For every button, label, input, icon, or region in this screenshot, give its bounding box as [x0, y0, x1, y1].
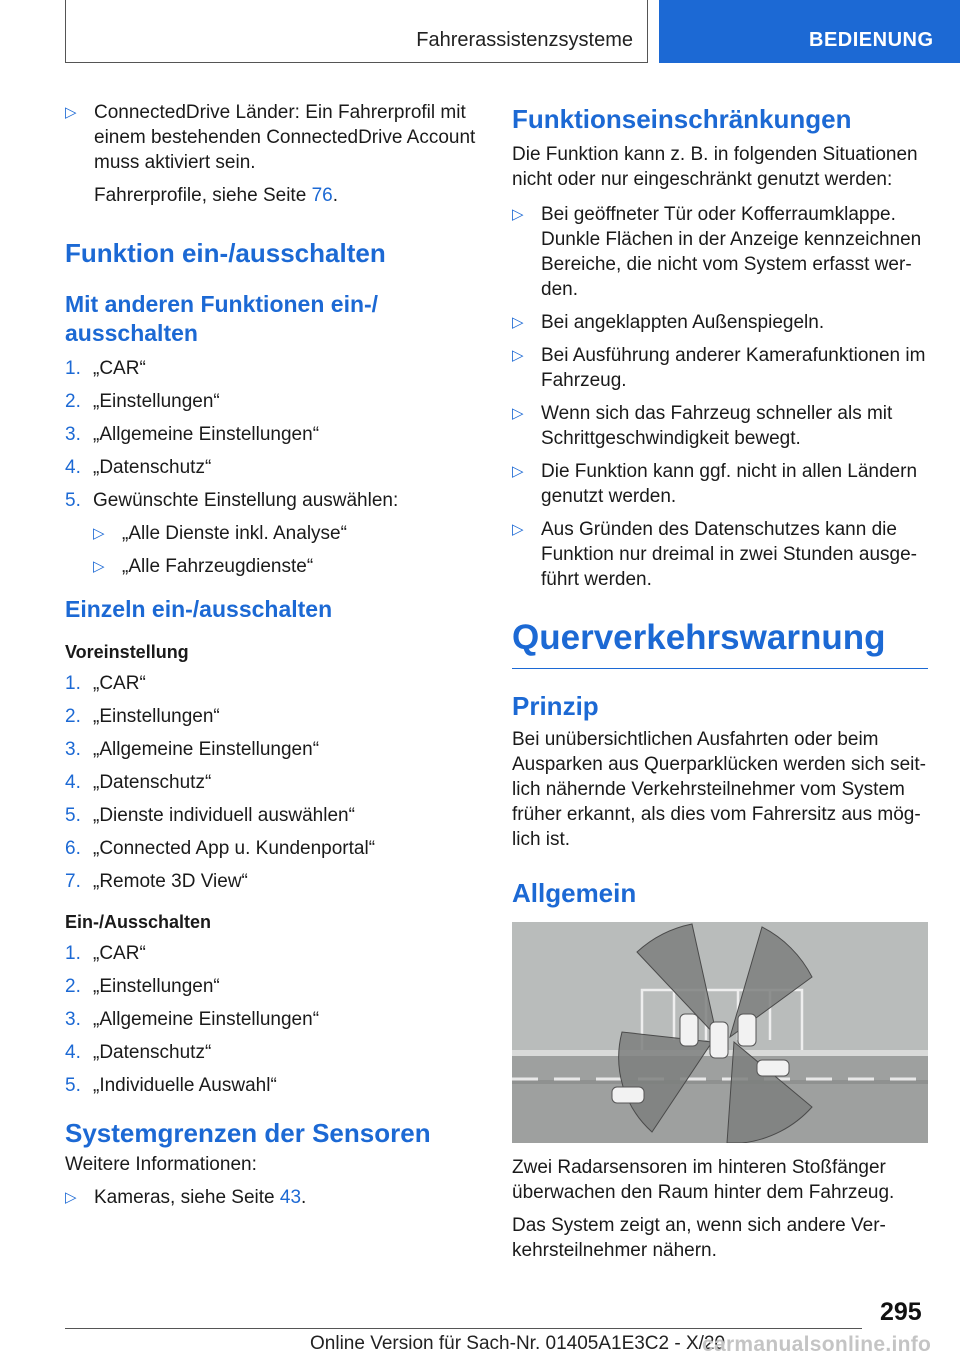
header-chapter-title: BEDIENUNG [809, 29, 934, 51]
list-item: ▷ „Alle Fahrzeugdienste“ [93, 556, 314, 577]
list-item: 1. „CAR“ [65, 673, 146, 694]
list-item: ▷ Wenn sich das Fahrzeug schneller als mit Schrittgeschwindigkeit bewegt. [512, 403, 893, 449]
bullet-triangle-icon: ▷ [512, 314, 524, 331]
bullet-triangle-icon: ▷ [512, 463, 524, 480]
list-item: 2. „Einstellungen“ [65, 391, 220, 412]
page-link[interactable]: 43 [279, 1187, 302, 1208]
page-number: 295 [880, 1298, 922, 1326]
illustration-caption: Zwei Radarsensoren im hinteren Stoßfänger überwachen den Raum hinter dem Fahrzeug. [512, 1157, 895, 1203]
header-section-title: Fahrerassistenzsysteme [416, 29, 633, 51]
list-item: 7. „Remote 3D View“ [65, 871, 248, 892]
list-item: 2. „Einstellungen“ [65, 706, 220, 727]
list-item: 5. „Individuelle Auswahl“ [65, 1075, 277, 1096]
heading-restrictions: Funktionseinschränkungen [512, 104, 852, 134]
right-column [512, 100, 928, 1271]
system-info-text: Das System zeigt an, wenn sich andere Verkehrsteilnehmer nähern. [512, 1215, 886, 1261]
list-item: 4. „Datenschutz“ [65, 772, 212, 793]
list-item: 3. „Allgemeine Einstellungen“ [65, 739, 320, 760]
steps-preset [65, 671, 480, 894]
limits-intro: Weitere Informationen: [65, 1154, 257, 1175]
steps-with-others [65, 356, 480, 579]
list-item: 3. „Allgemeine Einstellungen“ [65, 1009, 320, 1030]
bullet-triangle-icon: ▷ [512, 405, 524, 422]
footer-online-version: Online Version für Sach-Nr. 01405A1E3C2 - X/20 [310, 1333, 726, 1354]
list-item: ▷ Bei geöffneter Tür oder Kofferraumklappe. Dunkle Flächen in der Anzeige kennzeichnen Bereiche, die nicht vom System erfasst werden. [512, 204, 922, 300]
list-item: 1. „CAR“ [65, 358, 146, 379]
list-item: 4. „Datenschutz“ [65, 457, 212, 478]
intro-bullet-text: ConnectedDrive Länder: Ein Fahrerprofil mit einem bestehenden ConnectedDrive Account muss aktiviert sein. [94, 102, 476, 173]
principle-text: Bei unübersichtlichen Ausfahrten oder beim Ausparken aus Querparklücken werden sich seitlich nähernde Verkehrsteilnehmer vom System früher erkannt, als dies vom Fahrersitz aus möglich ist. [512, 729, 926, 850]
bullet-triangle-icon: ▷ [65, 1189, 77, 1206]
list-item: ▷ Die Funktion kann ggf. nicht in allen Ländern genutzt werden. [512, 461, 918, 507]
list-item: 5. „Dienste individuell auswählen“ [65, 805, 355, 826]
list-item: ▷ Bei Ausführung anderer Kamerafunktionen im Fahrzeug. [512, 345, 926, 391]
bullet-triangle-icon: ▷ [65, 104, 77, 121]
list-item: 1. „CAR“ [65, 943, 146, 964]
list-item: 4. „Datenschutz“ [65, 1042, 212, 1063]
steps-onoff [65, 941, 480, 1098]
heading-preset: Voreinstellung [65, 642, 189, 662]
cross-reference: Kameras, siehe Seite 43. [94, 1187, 307, 1208]
bullet-triangle-icon: ▷ [93, 558, 105, 575]
list-item: 3. „Allgemeine Einstellungen“ [65, 424, 320, 445]
heading-cross-traffic-alert: Querverkehrswarnung [512, 616, 928, 669]
list-item: 6. „Connected App u. Kundenportal“ [65, 838, 376, 859]
header-chapter-tab [659, 0, 960, 63]
list-item [65, 100, 480, 175]
heading-single: Einzeln ein-/ausschalten [65, 596, 333, 622]
bullet-triangle-icon: ▷ [512, 521, 524, 538]
bullet-triangle-icon: ▷ [93, 525, 105, 542]
cross-reference: Fahrerprofile, siehe Seite 76. [94, 185, 338, 206]
list-item: 2. „Einstellungen“ [65, 976, 220, 997]
list-item: ▷ „Alle Dienste inkl. Analyse“ [93, 523, 347, 544]
restrictions-list [512, 202, 928, 592]
left-column [65, 100, 480, 1218]
list-item: ▷ Aus Gründen des Datenschutzes kann die Funktion nur dreimal in zwei Stunden ausgeführt werden. [512, 519, 917, 590]
footer-divider [65, 1328, 862, 1329]
bullet-triangle-icon: ▷ [512, 206, 524, 223]
bullet-triangle-icon: ▷ [512, 347, 524, 364]
heading-onoff: Ein-/Ausschalten [65, 912, 212, 932]
heading-general: Allgemein [512, 878, 637, 908]
watermark: carmanualsonline.info [702, 1333, 932, 1356]
cross-traffic-radar-illustration [512, 922, 928, 1143]
page-link[interactable]: 76 [311, 185, 333, 206]
list-item: 5. Gewünschte Einstellung auswählen: [65, 490, 399, 511]
header-section-tab [65, 0, 648, 63]
list-item: ▷ Bei angeklappten Außenspiegeln. [512, 312, 825, 333]
sub-options [65, 521, 480, 579]
list-item [65, 1185, 480, 1210]
heading-toggle: Funktion ein-/ausschalten [65, 238, 386, 268]
restrictions-intro: Die Funktion kann z. B. in folgenden Situationen nicht oder nur eingeschränkt genutzt werden: [512, 144, 918, 190]
heading-principle: Prinzip [512, 691, 599, 721]
heading-limits: Systemgrenzen der Sensoren [65, 1118, 431, 1148]
heading-with-others: Mit anderen Funktionen ein-/ ausschalten [65, 291, 379, 346]
